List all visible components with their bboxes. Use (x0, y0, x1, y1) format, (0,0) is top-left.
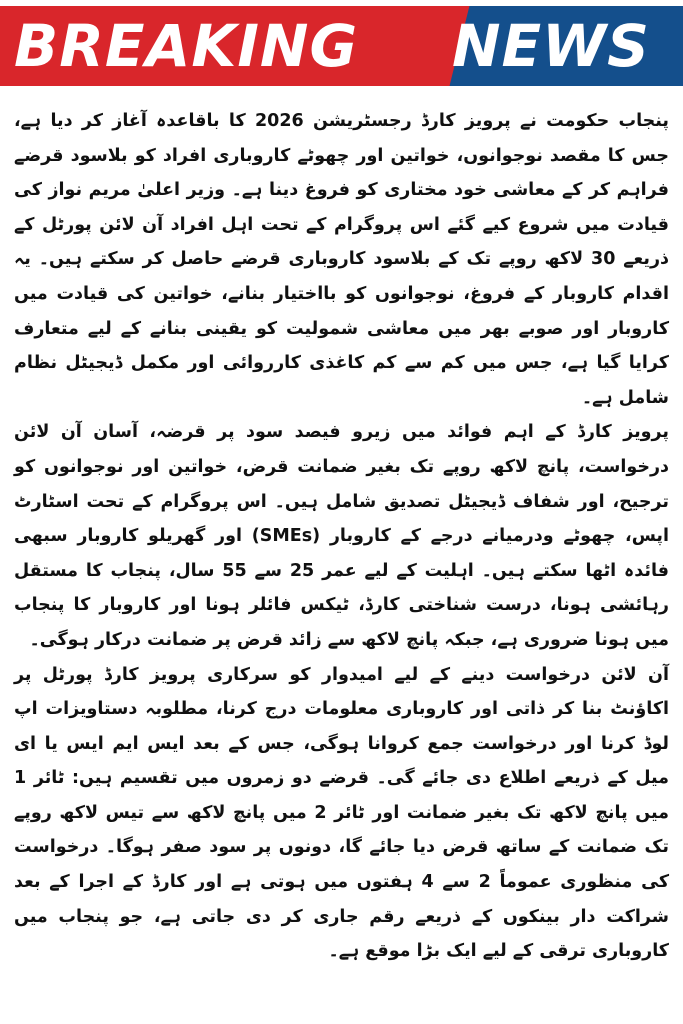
article-paragraph-1: پنجاب حکومت نے پرویز کارڈ رجسٹریشن 2026 کا باقاعدہ آغاز کر دیا ہے، جس کا مقصد نوجوانوں، خواتین اور چھوٹے کاروباری افراد کو بلاسود قرضے فراہم کر کے معاشی خود مختاری کو فروغ دینا ہے۔ وزیر اعلیٰ مریم نواز کی قیادت میں شروع کیے گئے اس پروگرام کے تحت اہل افراد آن لائن پورٹل کے ذریعے 30 لاکھ روپے تک کے بلاسود کاروباری قرضے حاصل کر سکتے ہیں۔ یہ اقدام کاروبار کے فروغ، نوجوانوں کو بااختیار بنانے، خواتین کی قیادت میں کاروبار اور صوبے بھر میں معاشی شمولیت کو یقینی بنانے کے لیے متعارف کرایا گیا ہے، جس میں کم سے کم کاغذی کارروائی اور مکمل ڈیجیٹل نظام شامل ہے۔ (14, 111, 670, 408)
article-paragraph-2: پرویز کارڈ کے اہم فوائد میں زیرو فیصد سود پر قرضہ، آسان آن لائن درخواست، پانچ لاکھ روپے تک بغیر ضمانت قرض، خواتین اور نوجوانوں کو ترجیح، اور شفاف ڈیجیٹل تصدیق شامل ہیں۔ اس پروگرام کے تحت اسٹارٹ اپس، چھوٹے ودرمیانے درجے کے کاروبار (SMEs) اور گھریلو کاروبار سبھی فائدہ اٹھا سکتے ہیں۔ اہلیت کے لیے عمر 25 سے 55 سال، پنجاب کا مستقل رہائشی ہونا، درست شناختی کارڈ، ٹیکس فائلر ہونا اور کاروبار کا پنجاب میں ہونا ضروری ہے، جبکہ پانچ لاکھ سے زائد قرض پر ضمانت درکار ہوگی۔ (14, 422, 669, 650)
article-body (14, 104, 669, 969)
article-paragraph-3: آن لائن درخواست دینے کے لیے امیدوار کو سرکاری پرویز کارڈ پورٹل پر اکاؤنٹ بنا کر ذاتی اور کاروباری معلومات درج کرنا، مطلوبہ دستاویزات اپ لوڈ کرنا اور درخواست جمع کروانا ہوگی، جس کے بعد ایس ایم ایس یا ای میل کے ذریعے اطلاع دی جائے گی۔ قرضے دو زمروں میں تقسیم ہیں: ٹائر 1 میں پانچ لاکھ تک بغیر ضمانت اور ٹائر 2 میں پانچ لاکھ سے تیس لاکھ روپے تک ضمانت کے ساتھ قرض دیا جائے گا، دونوں پر سود صفر ہوگا۔ درخواست کی منظوری عموماً 2 سے 4 ہفتوں میں ہوتی ہے اور کارڈ کے اجرا کے بعد شراکت دار بینکوں کے ذریعے رقم جاری کر دی جاتی ہے، جو پنجاب میں کاروباری ترقی کے لیے ایک بڑا موقع ہے۔ (14, 664, 670, 962)
banner-top-edge (0, 0, 683, 6)
breaking-news-banner (0, 0, 683, 92)
banner-word-breaking: BREAKING (14, 12, 359, 80)
banner-bottom-edge (0, 86, 683, 92)
banner-word-news: NEWS (452, 12, 650, 80)
